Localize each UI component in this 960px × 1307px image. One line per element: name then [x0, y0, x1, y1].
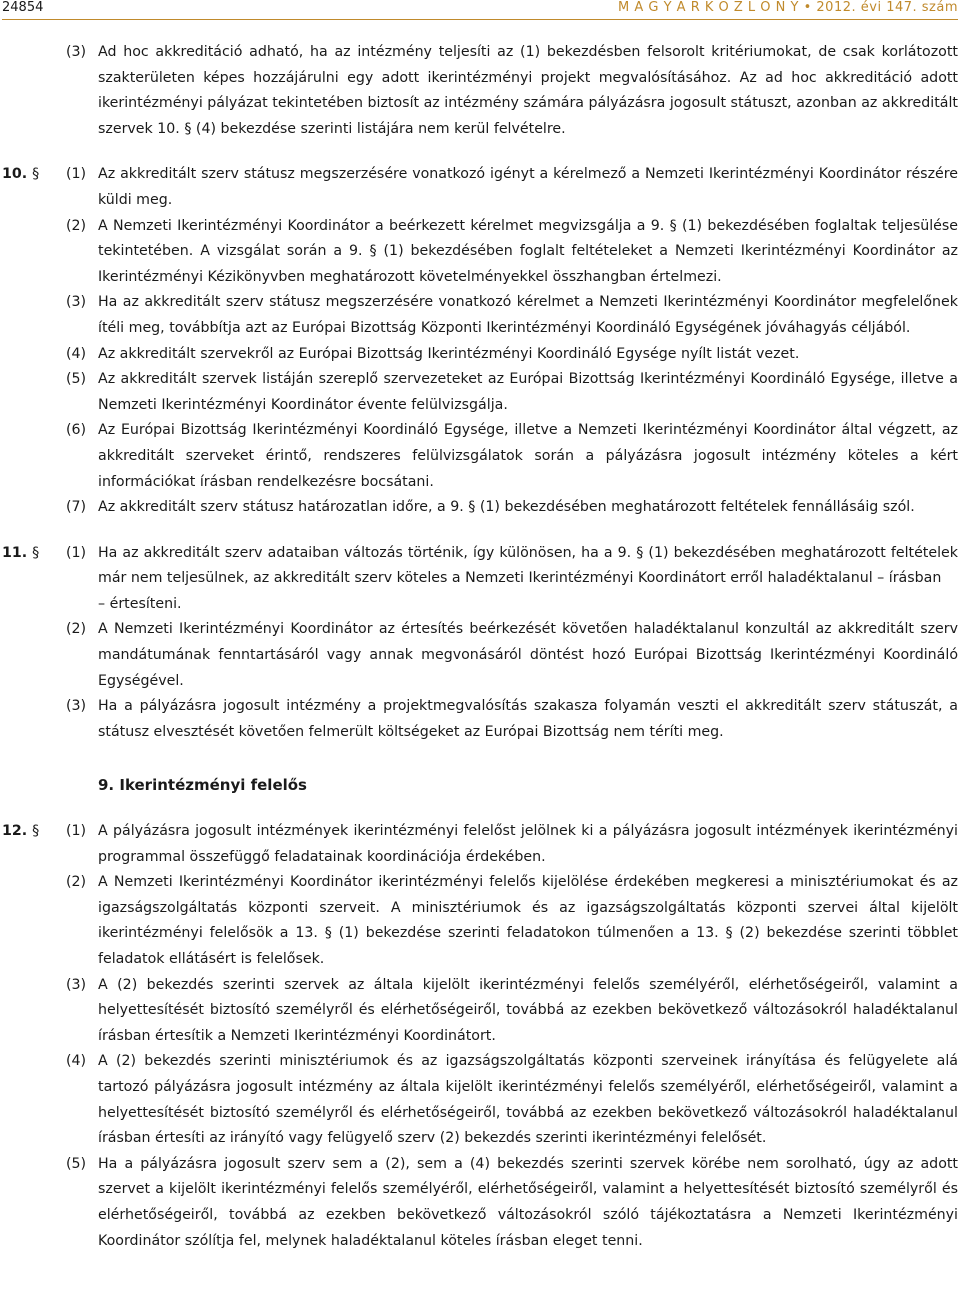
header-rule: [2, 19, 958, 20]
subsection: [66, 367, 958, 418]
subsection: [66, 418, 958, 495]
subsection-continuation: – értesíteni.: [98, 595, 182, 612]
subsection-text: Az Európai Bizottság Ikerintézményi Koordináló Egysége, illetve a Nemzeti Ikerintézményi Koordinátor által végzett, az akkreditált szerveket érintő, rendszeres felülvizsgálatok során a pályázásra jogosult intézmény köteles a kért információkat írásban rendelkezésre bocsátani.: [98, 422, 958, 490]
subsection-number: (4): [66, 1053, 87, 1070]
section-label: 11. §: [2, 544, 40, 561]
subsection-text: Ha a pályázásra jogosult szerv sem a (2), sem a (4) bekezdés szerinti szervek körébe nem sorolható, úgy az adott szervet a kijelölt ikerintézményi felelős személyéről, elérhetőségeiről, valamint a helyettesítését biztosító személyről és elérhetőségeiről, továbbá az ezekben bekövetkező változásokról szóló tájékoztatásra a Nemzeti Ikerintézményi Koordinátor szólítja fel, melynek haladéktalanul köteles írásban eleget tenni.: [98, 1155, 958, 1249]
subsection-text: Az akkreditált szerv státusz határozatlan időre, a 9. § (1) bekezdésében meghatározott feltételek fennállásáig szól.: [98, 499, 915, 516]
subsection-number: (3): [66, 44, 87, 60]
subsection: [66, 1049, 958, 1151]
subsection-text: A Nemzeti Ikerintézményi Koordinátor ikerintézményi felelős kijelölése érdekében megkeresi a minisztériumokat és az igazságszolgáltatás központi szerveit. A minisztériumok és az igazságszolgáltatás központi szervei által kijelölt ikerintézményi felelősök a 13. § (1) bekezdése szerinti feladatokon túlmenően a 13. § (2) bekezdése szerinti többlet feladatok ellátásért is felelősek.: [98, 874, 958, 967]
subsection: [66, 819, 958, 870]
subsection-text: Az akkreditált szervekről az Európai Bizottság Ikerintézményi Koordináló Egysége nyílt listát vezet.: [98, 345, 800, 362]
section-label: 10. §: [2, 166, 40, 183]
subsection-text: Ha az akkreditált szerv státusz megszerzésére vonatkozó kérelmet a Nemzeti Ikerintézményi Koordinátor megfelelőnek ítéli meg, továbbítja azt az Európai Bizottság Központi Ikerintézményi Koordináló Egységének jóváhagyás céljából.: [98, 294, 958, 336]
section-label: 12. §: [2, 823, 40, 840]
subsection-number: (4): [66, 345, 87, 362]
page-number: 24854: [2, 0, 44, 15]
subsection-text: A Nemzeti Ikerintézményi Koordinátor a beérkezett kérelmet megvizsgálja a 9. § (1) bekezdésében foglaltak teljesülése tekintetében. A vizsgálat során a 9. § (1) bekezdésében foglalt feltételeket a Nemzeti Ikerintézményi Koordinátor az Ikerintézményi Kézikönyvben meghatározott követelményekkel összhangban értelmezi.: [98, 217, 958, 285]
subsection-number: (2): [66, 217, 87, 234]
subsection-text: Ad hoc akkreditáció adható, ha az intézmény teljesíti az (1) bekezdésben felsorolt kritériumokat, de csak korlátozott szakterületen képes hozzájárulni egy adott ikerintézményi projekt megvalósításához. Az ad hoc akkreditáció adott ikerintézményi pályázat tekintetében biztosít az intézmény számára pályázásra jogosult státuszt, azonban az akkreditált szervek 10. § (4) bekezdése szerinti listájára nem kerül felvételre.: [98, 44, 958, 137]
subsection: [66, 870, 958, 972]
subsection-number: (6): [66, 422, 87, 439]
document-body: [0, 40, 960, 1254]
section-10: [0, 162, 960, 520]
subsection-number: (2): [66, 874, 87, 891]
subsection-text: A Nemzeti Ikerintézményi Koordinátor az értesítés beérkezését követően haladéktalanul konzultál az akkreditált szerv mandátumának fenntartásáról vagy annak megvonásáról döntést hozó Európai Bizottság Ikerintézményi Koordináló Egységével.: [98, 621, 958, 689]
subsection: [66, 290, 958, 341]
page-header: [0, 0, 960, 20]
subsection-text: Az akkreditált szervek listáján szereplő szervezeteket az Európai Bizottság Ikerintézményi Koordináló Egysége, illetve a Nemzeti Ikerintézményi Koordinátor évente felülvizsgálja.: [98, 371, 958, 413]
subsection-number: (1): [66, 823, 87, 840]
subsection-text: Az akkreditált szerv státusz megszerzésére vonatkozó igényt a kérelmező a Nemzeti Ikerintézményi Koordinátor részére küldi meg.: [98, 166, 958, 208]
subsection-text: Ha a pályázásra jogosult intézmény a projektmegvalósítás szakasza folyamán veszti el akkreditált szerv státuszát, a státusz elvesztését követően felmerült költségeket az Európai Bizottság nem téríti meg.: [98, 698, 958, 740]
chapter-title: 9. Ikerintézményi felelős: [98, 776, 307, 795]
subsection: [66, 214, 958, 291]
subsection-text: Ha az akkreditált szerv adataiban változás történik, így különösen, ha a 9. § (1) bekezdésében meghatározott feltételek már nem teljesülnek, az akkreditált szerv köteles a Nemzeti Ikerintézményi Koordinátort erről haladéktalanul – írásban: [98, 544, 958, 587]
subsection: [66, 495, 958, 521]
subsection: [66, 694, 958, 745]
subsection-text: A (2) bekezdés szerinti szervek az általa kijelölt ikerintézményi felelős személyéről, elérhetőségeiről, valamint a helyettesítését biztosító személyről és elérhetőségeiről, továbbá az ezekben bekövetkező változásokról haladéktalanul írásban értesítik a Nemzeti Ikerintézményi Koordinátort.: [98, 976, 958, 1044]
subsection-number: (5): [66, 371, 87, 388]
journal-title: M A G Y A R K Ö Z L Ö N Y • 2012. évi 147. szám: [618, 0, 958, 15]
subsection: [66, 342, 958, 368]
subsection-number: (1): [66, 166, 87, 183]
subsection: [66, 617, 958, 694]
subsection-text: A (2) bekezdés szerinti minisztériumok és az igazságszolgáltatás központi szerveinek irányítása és felügyelete alá tartozó pályázásra jogosult intézmény az általa kijelölt ikerintézményi felelős személyéről, elérhetőségeiről, valamint a helyettesítését biztosító személyről és elérhetőségeiről, továbbá az ezekben bekövetkező változásokról haladéktalanul írásban értesíti az irányító vagy felügyelő szerv (2) bekezdés szerinti ikerintézményi felelősét.: [98, 1053, 958, 1147]
subsection: [66, 162, 958, 213]
subsection: [66, 40, 958, 142]
subsection-number: (1): [66, 544, 87, 561]
subsection-number: (3): [66, 976, 87, 993]
subsection-number: (3): [66, 294, 87, 311]
subsection: [66, 541, 958, 618]
subsection-number: (2): [66, 621, 87, 638]
subsection-number: (7): [66, 499, 87, 516]
section-11: [0, 541, 960, 746]
subsection-number: (3): [66, 698, 87, 715]
subsection: [66, 973, 958, 1050]
section-12: [0, 819, 960, 1254]
subsection: [66, 1152, 958, 1254]
subsection-number: (5): [66, 1155, 87, 1172]
subsection-text: A pályázásra jogosult intézmények ikerintézményi felelőst jelölnek ki a pályázásra jogosult intézmények ikerintézményi programmal összefüggő feladatainak koordinációja érdekében.: [98, 823, 958, 865]
